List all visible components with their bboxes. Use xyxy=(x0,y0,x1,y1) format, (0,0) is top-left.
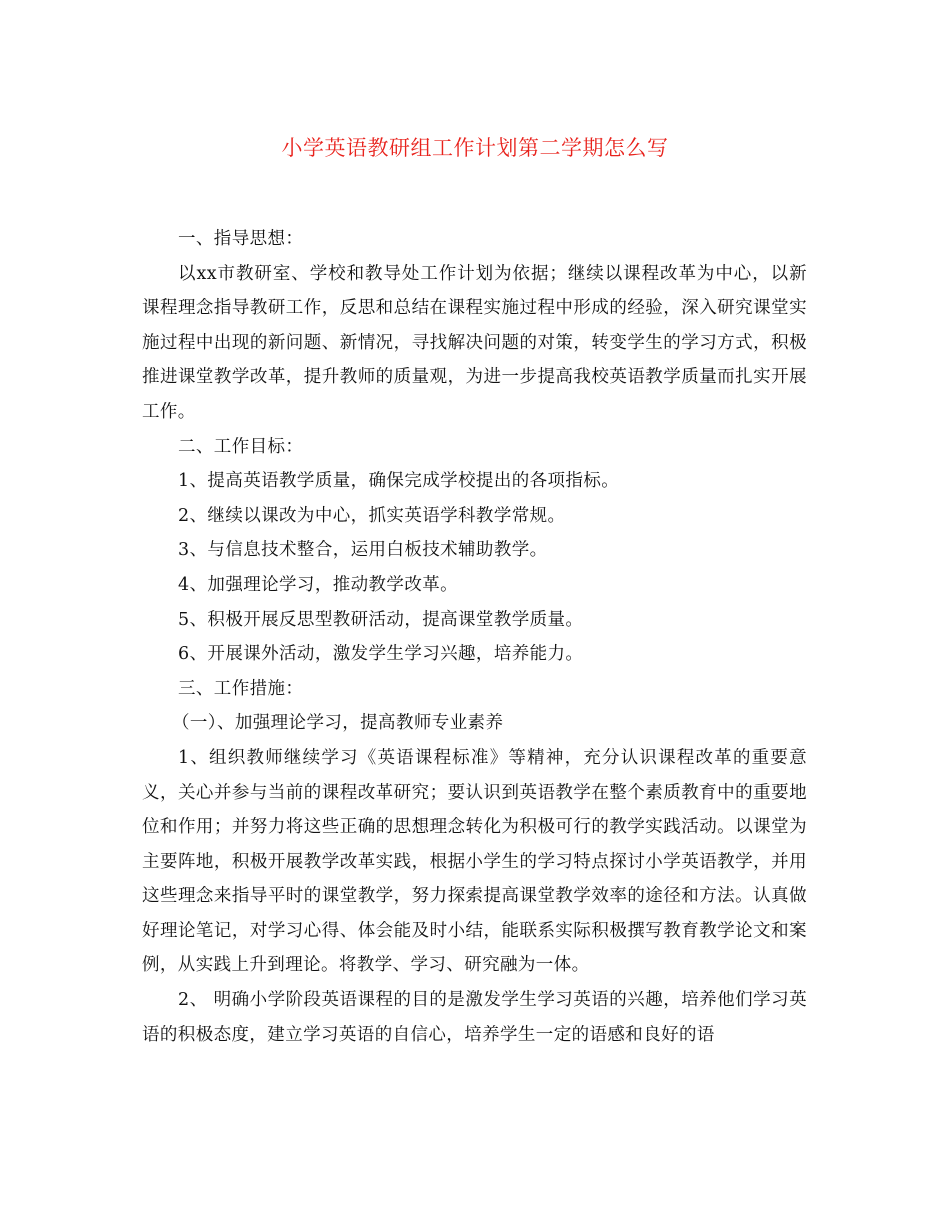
document-body xyxy=(142,222,807,1052)
goal-item-5: 5、积极开展反思型教研活动，提高课堂教学质量。 xyxy=(178,609,584,630)
goal-item-4: 4、加强理论学习，推动教学改革。 xyxy=(178,574,459,595)
goal-item-6: 6、开展课外活动，激发学生学习兴趣，培养能力。 xyxy=(178,644,584,665)
goal-item-1: 1、提高英语教学质量，确保完成学校提出的各项指标。 xyxy=(178,471,620,492)
paragraph-guiding-thought: 以xx市教研室、学校和教导处工作计划为依据；继续以课程改革为中心，以新课程理念指导教研工作，反思和总结在课程实施过程中形成的经验，深入研究课堂实施过程中出现的新问题、新情况，寻找解决问题的对策，转变学生的学习方式，积极推进课堂教学改革，提升教师的质量观，为进一步提高我校英语教学质量而扎实开展工作。 xyxy=(142,263,807,422)
document-title: 小学英语教研组工作计划第二学期怎么写 xyxy=(281,136,669,160)
measure-item-1: 1、组织教师继续学习《英语课程标准》等精神，充分认识课程改革的重要意义，关心并参与当前的课程改革研究；要认识到英语教学在整个素质教育中的重要地位和作用；并努力将这些正确的思想理念转化为积极可行的教学实践活动。以课堂为主要阵地，积极开展教学改革实践，根据小学生的学习特点探讨小学英语教学，并用这些理念来指导平时的课堂教学，努力探索提高课堂教学效率的途径和方法。认真做好理论笔记，对学习心得、体会能及时小结，能联系实际积极撰写教育教学论文和案例，从实践上升到理论。将教学、学习、研究融为一体。 xyxy=(142,747,807,976)
goal-item-3: 3、与信息技术整合，运用白板技术辅助教学。 xyxy=(178,540,548,561)
section-heading-guiding-thought: 一、指导思想： xyxy=(178,229,304,249)
goal-item-2: 2、继续以课改为中心，抓实英语学科教学常规。 xyxy=(178,505,566,526)
measure-item-2: 2、 明确小学阶段英语课程的目的是激发学生学习英语的兴趣，培养他们学习英语的积极态度，建立学习英语的自信心，培养学生一定的语感和良好的语 xyxy=(142,990,807,1045)
section-heading-work-measures: 三、工作措施： xyxy=(178,678,304,699)
section-heading-work-goals: 二、工作目标： xyxy=(178,436,304,457)
subsection-heading-theory-study: （一）、加强理论学习，提高教师专业素养 xyxy=(172,713,504,734)
